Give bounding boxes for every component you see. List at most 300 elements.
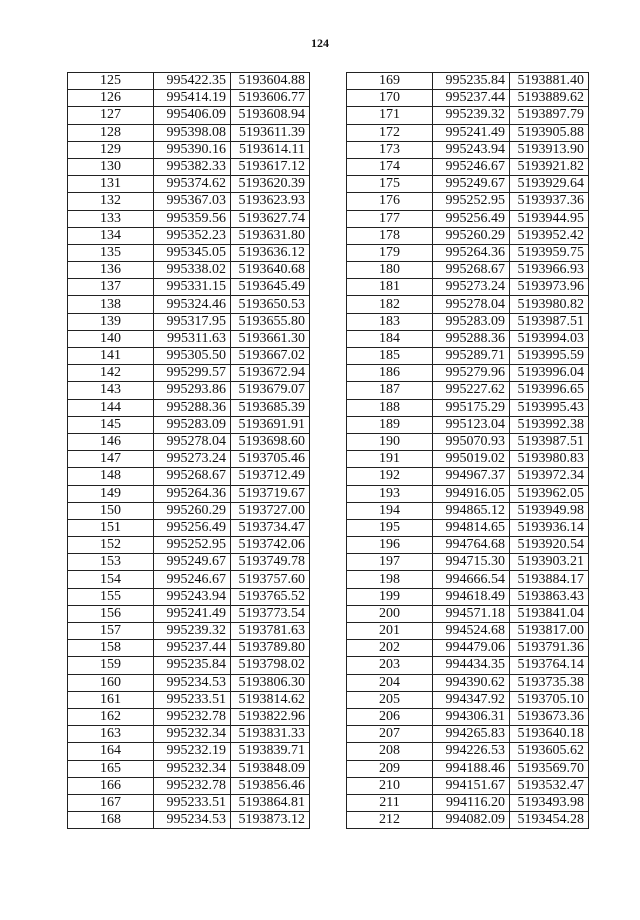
x-coordinate-cell: 995249.67 [154,554,231,571]
x-coordinate-cell: 994479.06 [433,640,510,657]
x-coordinate-cell: 995239.32 [433,107,510,124]
table-row [347,313,589,330]
y-coordinate-cell: 5193569.70 [510,760,589,777]
y-coordinate-cell: 5193937.36 [510,193,589,210]
x-coordinate-cell: 995241.49 [433,124,510,141]
point-number-cell: 188 [347,399,433,416]
y-coordinate-cell: 5193691.91 [231,416,310,433]
point-number-cell: 190 [347,433,433,450]
table-row [347,691,589,708]
point-number-cell: 155 [68,588,154,605]
y-coordinate-cell: 5193764.14 [510,657,589,674]
y-coordinate-cell: 5193655.80 [231,313,310,330]
y-coordinate-cell: 5193789.80 [231,640,310,657]
point-number-cell: 138 [68,296,154,313]
table-row [347,330,589,347]
table-row [347,760,589,777]
table-row [68,210,310,227]
y-coordinate-cell: 5193980.83 [510,451,589,468]
table-row [347,674,589,691]
y-coordinate-cell: 5193987.51 [510,313,589,330]
point-number-cell: 210 [347,777,433,794]
x-coordinate-cell: 995352.23 [154,227,231,244]
x-coordinate-cell: 995239.32 [154,623,231,640]
y-coordinate-cell: 5193623.93 [231,193,310,210]
x-coordinate-cell: 994188.46 [433,760,510,777]
x-coordinate-cell: 994715.30 [433,554,510,571]
table-row [347,726,589,743]
y-coordinate-cell: 5193606.77 [231,90,310,107]
x-coordinate-cell: 995234.53 [154,674,231,691]
table-row [68,451,310,468]
table-row [68,743,310,760]
x-coordinate-cell: 995268.67 [154,468,231,485]
y-coordinate-cell: 5193667.02 [231,348,310,365]
y-coordinate-cell: 5193817.00 [510,623,589,640]
table-row [347,244,589,261]
point-number-cell: 130 [68,158,154,175]
point-number-cell: 153 [68,554,154,571]
y-coordinate-cell: 5193679.07 [231,382,310,399]
table-row [68,244,310,261]
y-coordinate-cell: 5193757.60 [231,571,310,588]
table-row [347,657,589,674]
x-coordinate-cell: 995241.49 [154,605,231,622]
point-number-cell: 187 [347,382,433,399]
y-coordinate-cell: 5193863.43 [510,588,589,605]
point-number-cell: 146 [68,433,154,450]
point-number-cell: 152 [68,537,154,554]
x-coordinate-cell: 995293.86 [154,382,231,399]
point-number-cell: 202 [347,640,433,657]
table-row [347,210,589,227]
table-row [347,416,589,433]
point-number-cell: 142 [68,365,154,382]
x-coordinate-cell: 995268.67 [433,262,510,279]
x-coordinate-cell: 995256.49 [154,519,231,536]
table-row [68,605,310,622]
y-coordinate-cell: 5193949.98 [510,502,589,519]
x-coordinate-cell: 995288.36 [154,399,231,416]
y-coordinate-cell: 5193995.59 [510,348,589,365]
point-number-cell: 174 [347,158,433,175]
y-coordinate-cell: 5193705.46 [231,451,310,468]
x-coordinate-cell: 995273.24 [154,451,231,468]
table-row [347,262,589,279]
x-coordinate-cell: 995227.62 [433,382,510,399]
x-coordinate-cell: 995234.53 [154,812,231,829]
x-coordinate-cell: 994865.12 [433,502,510,519]
y-coordinate-cell: 5193773.54 [231,605,310,622]
y-coordinate-cell: 5193972.34 [510,468,589,485]
point-number-cell: 169 [347,73,433,90]
x-coordinate-cell: 995382.33 [154,158,231,175]
point-number-cell: 178 [347,227,433,244]
x-coordinate-cell: 995283.09 [154,416,231,433]
y-coordinate-cell: 5193831.33 [231,726,310,743]
y-coordinate-cell: 5193798.02 [231,657,310,674]
point-number-cell: 201 [347,623,433,640]
x-coordinate-cell: 995233.51 [154,794,231,811]
y-coordinate-cell: 5193735.38 [510,674,589,691]
table-row [68,554,310,571]
table-row [68,158,310,175]
point-number-cell: 186 [347,365,433,382]
x-coordinate-cell: 995359.56 [154,210,231,227]
x-coordinate-cell: 995338.02 [154,262,231,279]
y-coordinate-cell: 5193705.10 [510,691,589,708]
table-row [68,176,310,193]
coordinates-table-left [67,72,310,829]
point-number-cell: 205 [347,691,433,708]
point-number-cell: 165 [68,760,154,777]
point-number-cell: 207 [347,726,433,743]
y-coordinate-cell: 5193841.04 [510,605,589,622]
table-row [347,812,589,829]
table-row [68,485,310,502]
y-coordinate-cell: 5193742.06 [231,537,310,554]
y-coordinate-cell: 5193881.40 [510,73,589,90]
x-coordinate-cell: 994916.05 [433,485,510,502]
table-row [68,313,310,330]
x-coordinate-cell: 995406.09 [154,107,231,124]
point-number-cell: 212 [347,812,433,829]
x-coordinate-cell: 995243.94 [154,588,231,605]
y-coordinate-cell: 5193791.36 [510,640,589,657]
x-coordinate-cell: 994347.92 [433,691,510,708]
x-coordinate-cell: 995278.04 [154,433,231,450]
point-number-cell: 133 [68,210,154,227]
point-number-cell: 132 [68,193,154,210]
y-coordinate-cell: 5193698.60 [231,433,310,450]
point-number-cell: 136 [68,262,154,279]
table-row [347,468,589,485]
table-row [347,554,589,571]
table-row [347,176,589,193]
table-row [347,640,589,657]
point-number-cell: 206 [347,708,433,725]
y-coordinate-cell: 5193727.00 [231,502,310,519]
point-number-cell: 192 [347,468,433,485]
page-number: 124 [311,36,329,50]
y-coordinate-cell: 5193884.17 [510,571,589,588]
table-row [347,588,589,605]
x-coordinate-cell: 995278.04 [433,296,510,313]
table-row [347,107,589,124]
x-coordinate-cell: 995279.96 [433,365,510,382]
x-coordinate-cell: 994967.37 [433,468,510,485]
x-coordinate-cell: 995243.94 [433,141,510,158]
y-coordinate-cell: 5193873.12 [231,812,310,829]
table-row [68,502,310,519]
x-coordinate-cell: 995305.50 [154,348,231,365]
table-row [347,537,589,554]
x-coordinate-cell: 995317.95 [154,313,231,330]
table-row [68,708,310,725]
point-number-cell: 134 [68,227,154,244]
table-row [347,502,589,519]
table-row [347,433,589,450]
table-row [68,365,310,382]
x-coordinate-cell: 995235.84 [154,657,231,674]
point-number-cell: 135 [68,244,154,261]
x-coordinate-cell: 995256.49 [433,210,510,227]
x-coordinate-cell: 995246.67 [433,158,510,175]
table-row [347,193,589,210]
point-number-cell: 167 [68,794,154,811]
point-number-cell: 163 [68,726,154,743]
y-coordinate-cell: 5193454.28 [510,812,589,829]
x-coordinate-cell: 994226.53 [433,743,510,760]
point-number-cell: 150 [68,502,154,519]
point-number-cell: 184 [347,330,433,347]
x-coordinate-cell: 995232.34 [154,760,231,777]
point-number-cell: 189 [347,416,433,433]
y-coordinate-cell: 5193848.09 [231,760,310,777]
table-row [347,141,589,158]
point-number-cell: 151 [68,519,154,536]
point-number-cell: 200 [347,605,433,622]
y-coordinate-cell: 5193921.82 [510,158,589,175]
y-coordinate-cell: 5193749.78 [231,554,310,571]
y-coordinate-cell: 5193734.47 [231,519,310,536]
y-coordinate-cell: 5193712.49 [231,468,310,485]
table-row [68,262,310,279]
x-coordinate-cell: 995237.44 [154,640,231,657]
table-row [68,760,310,777]
table-row [68,416,310,433]
y-coordinate-cell: 5193765.52 [231,588,310,605]
table-row [68,623,310,640]
table-row [68,571,310,588]
point-number-cell: 131 [68,176,154,193]
coordinates-table-right [346,72,589,829]
table-row [68,73,310,90]
y-coordinate-cell: 5193913.90 [510,141,589,158]
point-number-cell: 208 [347,743,433,760]
point-number-cell: 211 [347,794,433,811]
x-coordinate-cell: 995246.67 [154,571,231,588]
point-number-cell: 176 [347,193,433,210]
y-coordinate-cell: 5193673.36 [510,708,589,725]
x-coordinate-cell: 995233.51 [154,691,231,708]
point-number-cell: 157 [68,623,154,640]
table-row [68,348,310,365]
table-row [347,519,589,536]
x-coordinate-cell: 995232.34 [154,726,231,743]
y-coordinate-cell: 5193719.67 [231,485,310,502]
point-number-cell: 203 [347,657,433,674]
x-coordinate-cell: 995260.29 [154,502,231,519]
point-number-cell: 195 [347,519,433,536]
table-row [347,571,589,588]
y-coordinate-cell: 5193650.53 [231,296,310,313]
x-coordinate-cell: 995398.08 [154,124,231,141]
x-coordinate-cell: 995249.67 [433,176,510,193]
x-coordinate-cell: 995232.19 [154,743,231,760]
point-number-cell: 149 [68,485,154,502]
point-number-cell: 162 [68,708,154,725]
y-coordinate-cell: 5193936.14 [510,519,589,536]
y-coordinate-cell: 5193614.11 [231,141,310,158]
y-coordinate-cell: 5193620.39 [231,176,310,193]
x-coordinate-cell: 994571.18 [433,605,510,622]
point-number-cell: 185 [347,348,433,365]
table-row [347,777,589,794]
table-row [68,468,310,485]
table-row [347,794,589,811]
x-coordinate-cell: 995252.95 [154,537,231,554]
table-row [68,330,310,347]
y-coordinate-cell: 5193640.68 [231,262,310,279]
y-coordinate-cell: 5193952.42 [510,227,589,244]
y-coordinate-cell: 5193532.47 [510,777,589,794]
table-row [68,107,310,124]
x-coordinate-cell: 995414.19 [154,90,231,107]
table-row [347,382,589,399]
table-row [68,279,310,296]
x-coordinate-cell: 995374.62 [154,176,231,193]
y-coordinate-cell: 5193897.79 [510,107,589,124]
y-coordinate-cell: 5193617.12 [231,158,310,175]
x-coordinate-cell: 995019.02 [433,451,510,468]
y-coordinate-cell: 5193996.04 [510,365,589,382]
table-row [347,399,589,416]
table-row [347,124,589,141]
y-coordinate-cell: 5193962.05 [510,485,589,502]
y-coordinate-cell: 5193992.38 [510,416,589,433]
y-coordinate-cell: 5193636.12 [231,244,310,261]
point-number-cell: 180 [347,262,433,279]
y-coordinate-cell: 5193966.93 [510,262,589,279]
x-coordinate-cell: 995422.35 [154,73,231,90]
point-number-cell: 166 [68,777,154,794]
y-coordinate-cell: 5193864.81 [231,794,310,811]
point-number-cell: 128 [68,124,154,141]
y-coordinate-cell: 5193905.88 [510,124,589,141]
table-row [68,124,310,141]
y-coordinate-cell: 5193685.39 [231,399,310,416]
point-number-cell: 175 [347,176,433,193]
point-number-cell: 139 [68,313,154,330]
y-coordinate-cell: 5193987.51 [510,433,589,450]
x-coordinate-cell: 995299.57 [154,365,231,382]
x-coordinate-cell: 995232.78 [154,777,231,794]
point-number-cell: 126 [68,90,154,107]
table-row [347,485,589,502]
table-row [347,279,589,296]
y-coordinate-cell: 5193996.65 [510,382,589,399]
point-number-cell: 171 [347,107,433,124]
y-coordinate-cell: 5193604.88 [231,73,310,90]
y-coordinate-cell: 5193627.74 [231,210,310,227]
table-row [347,365,589,382]
table-row [68,794,310,811]
point-number-cell: 168 [68,812,154,829]
x-coordinate-cell: 995264.36 [433,244,510,261]
x-coordinate-cell: 995260.29 [433,227,510,244]
point-number-cell: 191 [347,451,433,468]
table-row [68,588,310,605]
y-coordinate-cell: 5193856.46 [231,777,310,794]
y-coordinate-cell: 5193903.21 [510,554,589,571]
y-coordinate-cell: 5193944.95 [510,210,589,227]
table-row [347,90,589,107]
table-row [347,708,589,725]
point-number-cell: 137 [68,279,154,296]
y-coordinate-cell: 5193611.39 [231,124,310,141]
point-number-cell: 160 [68,674,154,691]
x-coordinate-cell: 995331.15 [154,279,231,296]
table-row [68,537,310,554]
table-row [347,348,589,365]
y-coordinate-cell: 5193839.71 [231,743,310,760]
x-coordinate-cell: 994524.68 [433,623,510,640]
point-number-cell: 159 [68,657,154,674]
point-number-cell: 129 [68,141,154,158]
point-number-cell: 197 [347,554,433,571]
table-row [347,451,589,468]
table-row [347,605,589,622]
point-number-cell: 156 [68,605,154,622]
table-row [347,296,589,313]
x-coordinate-cell: 995289.71 [433,348,510,365]
table-row [68,382,310,399]
point-number-cell: 193 [347,485,433,502]
point-number-cell: 161 [68,691,154,708]
point-number-cell: 145 [68,416,154,433]
point-number-cell: 147 [68,451,154,468]
table-row [68,433,310,450]
x-coordinate-cell: 994265.83 [433,726,510,743]
point-number-cell: 170 [347,90,433,107]
y-coordinate-cell: 5193806.30 [231,674,310,691]
y-coordinate-cell: 5193973.96 [510,279,589,296]
point-number-cell: 194 [347,502,433,519]
y-coordinate-cell: 5193822.96 [231,708,310,725]
table-row [68,777,310,794]
table-row [347,623,589,640]
point-number-cell: 204 [347,674,433,691]
x-coordinate-cell: 995237.44 [433,90,510,107]
y-coordinate-cell: 5193959.75 [510,244,589,261]
x-coordinate-cell: 995288.36 [433,330,510,347]
table-row [68,399,310,416]
y-coordinate-cell: 5193640.18 [510,726,589,743]
table-row [68,640,310,657]
table-row [347,743,589,760]
point-number-cell: 199 [347,588,433,605]
table-row [68,227,310,244]
x-coordinate-cell: 995264.36 [154,485,231,502]
x-coordinate-cell: 994434.35 [433,657,510,674]
y-coordinate-cell: 5193994.03 [510,330,589,347]
table-row [347,158,589,175]
point-number-cell: 177 [347,210,433,227]
x-coordinate-cell: 994306.31 [433,708,510,725]
table-row [68,726,310,743]
y-coordinate-cell: 5193920.54 [510,537,589,554]
y-coordinate-cell: 5193631.80 [231,227,310,244]
x-coordinate-cell: 995345.05 [154,244,231,261]
y-coordinate-cell: 5193608.94 [231,107,310,124]
point-number-cell: 144 [68,399,154,416]
point-number-cell: 164 [68,743,154,760]
x-coordinate-cell: 995235.84 [433,73,510,90]
y-coordinate-cell: 5193605.62 [510,743,589,760]
x-coordinate-cell: 995311.63 [154,330,231,347]
x-coordinate-cell: 994764.68 [433,537,510,554]
